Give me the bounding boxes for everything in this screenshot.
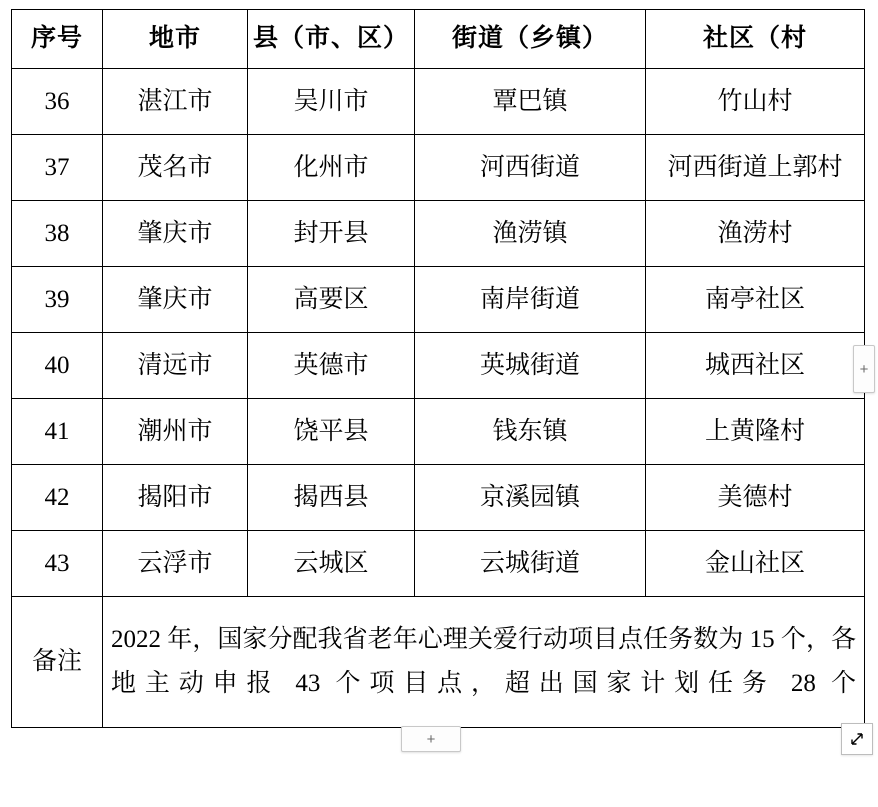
table-row — [12, 465, 865, 531]
cell-city: 清远市 — [103, 333, 248, 399]
cell-street: 京溪园镇 — [415, 465, 646, 531]
cell-seq: 41 — [12, 399, 103, 465]
cell-county: 高要区 — [248, 267, 415, 333]
cell-street: 南岸街道 — [415, 267, 646, 333]
cell-seq: 37 — [12, 135, 103, 201]
cell-street: 英城街道 — [415, 333, 646, 399]
table-row — [12, 267, 865, 333]
cell-city: 湛江市 — [103, 69, 248, 135]
table-note-row — [12, 597, 865, 728]
cell-street: 钱东镇 — [415, 399, 646, 465]
cell-street: 渔涝镇 — [415, 201, 646, 267]
cell-county: 吴川市 — [248, 69, 415, 135]
cell-city: 揭阳市 — [103, 465, 248, 531]
table-row — [12, 333, 865, 399]
cell-county: 饶平县 — [248, 399, 415, 465]
table-body — [12, 10, 865, 728]
cell-county: 云城区 — [248, 531, 415, 597]
cell-community: 渔涝村 — [646, 201, 865, 267]
cell-community: 竹山村 — [646, 69, 865, 135]
cell-seq: 43 — [12, 531, 103, 597]
table-resize-handle[interactable] — [841, 723, 873, 755]
cell-county: 化州市 — [248, 135, 415, 201]
cell-seq: 38 — [12, 201, 103, 267]
cell-seq: 42 — [12, 465, 103, 531]
cell-community: 上黄隆村 — [646, 399, 865, 465]
note-label: 备注 — [12, 597, 103, 728]
table-row — [12, 399, 865, 465]
table-row — [12, 531, 865, 597]
cell-street: 云城街道 — [415, 531, 646, 597]
plus-icon: + — [426, 730, 436, 748]
add-row-button[interactable] — [401, 726, 461, 752]
table-row — [12, 201, 865, 267]
cell-city: 茂名市 — [103, 135, 248, 201]
add-column-button[interactable] — [853, 345, 875, 393]
cell-city: 肇庆市 — [103, 201, 248, 267]
cell-community: 金山社区 — [646, 531, 865, 597]
cell-county: 封开县 — [248, 201, 415, 267]
column-header-city: 地市 — [103, 10, 248, 69]
cell-community: 南亭社区 — [646, 267, 865, 333]
cell-city: 潮州市 — [103, 399, 248, 465]
column-header-community: 社区（村 — [646, 10, 865, 69]
cell-county: 揭西县 — [248, 465, 415, 531]
cell-community: 美德村 — [646, 465, 865, 531]
cell-seq: 40 — [12, 333, 103, 399]
note-cell — [103, 597, 865, 728]
table-row — [12, 135, 865, 201]
column-header-street: 街道（乡镇） — [415, 10, 646, 69]
cell-seq: 36 — [12, 69, 103, 135]
data-table — [11, 9, 865, 728]
cell-seq: 39 — [12, 267, 103, 333]
cell-street: 覃巴镇 — [415, 69, 646, 135]
column-header-county: 县（市、区） — [248, 10, 415, 69]
column-header-seq: 序号 — [12, 10, 103, 69]
plus-icon: + — [859, 360, 869, 378]
table-header-row — [12, 10, 865, 69]
cell-county: 英德市 — [248, 333, 415, 399]
cell-community: 河西街道上郭村 — [646, 135, 865, 201]
cell-city: 肇庆市 — [103, 267, 248, 333]
note-text: 2022 年，国家分配我省老年心理关爱行动项目点任务数为 15 个，各地主动申报 43 个项目点，超出国家计划任务 28 个 — [111, 626, 856, 697]
cell-city: 云浮市 — [103, 531, 248, 597]
cell-street: 河西街道 — [415, 135, 646, 201]
table-row — [12, 69, 865, 135]
resize-corner-icon — [848, 730, 866, 748]
cell-community: 城西社区 — [646, 333, 865, 399]
